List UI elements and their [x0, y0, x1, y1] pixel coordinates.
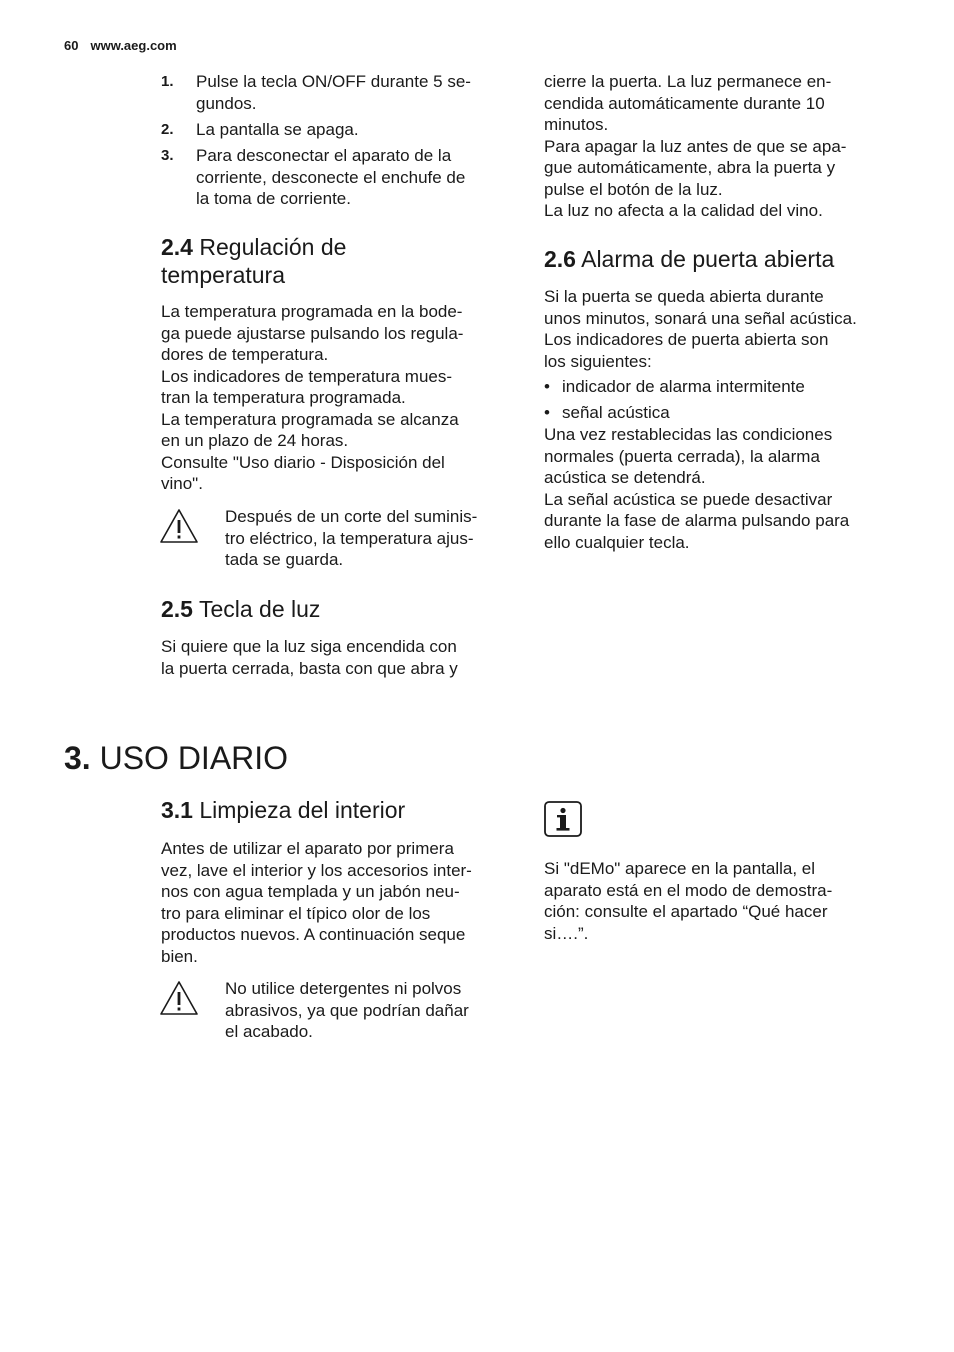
list-item: • indicador de alarma intermitente: [544, 377, 805, 396]
list-item: • señal acústica: [544, 403, 670, 422]
chapter-heading: 3. USO DIARIO: [64, 740, 289, 776]
section-body-2-5: Si quiere que la luz siga encendida con la puerta cerrada, basta con que abra y: [161, 637, 458, 678]
step-text: La pantalla se apaga.: [196, 120, 359, 139]
warning-text: No utilice detergentes ni polvos abrasivos, ya que podrían dañar el acabado.: [225, 979, 469, 1041]
warning-icon: [159, 980, 199, 1016]
section-heading-2-6: 2.6 Alarma de puerta abierta: [544, 246, 835, 272]
page-header: [64, 38, 177, 53]
section-heading-3-1: 3.1 Limpieza del interior: [161, 797, 406, 823]
list-item: [161, 145, 521, 211]
warning-icon: [159, 508, 199, 544]
step-number: 2.: [161, 121, 174, 138]
header-url: www.aeg.com: [90, 38, 177, 53]
section-intro-2-6: Si la puerta se queda abierta durante unos minutos, sonará una señal acústica. Los indicadores de puerta abierta son los siguientes:: [544, 287, 857, 371]
step-text: la toma de corriente.: [196, 189, 351, 208]
list-item: [161, 119, 521, 141]
info-icon: [544, 801, 582, 837]
warning-text: Después de un corte del suminis- tro eléctrico, la temperatura ajus- tada se guarda.: [225, 507, 478, 569]
section-body-2-4: La temperatura programada en la bode- ga puede ajustarse pulsando los regula- dores de temperatura. Los indicadores de temperatura mues- tran la temperatura programada. La temperatura programada se alcanza en un plazo de 24 horas. Consulte "Uso diario - Disposición del vino".: [161, 302, 464, 493]
section-body-2-5-continued: cierre la puerta. La luz permanece en- cendida automáticamente durante 10 minutos. Para apagar la luz antes de que se apa- gue automáticamente, abra la puerta y pulse el botón de la luz. La luz no afecta a la calidad del vino.: [544, 72, 847, 220]
step-number: 1.: [161, 73, 174, 90]
section-heading-2-4: 2.4 Regulación de temperatura: [161, 234, 347, 288]
section-body-3-1: Antes de utilizar el aparato por primera vez, lave el interior y los accesorios inter- nos con agua templada y un jabón neu- tro para eliminar el típico olor de los productos nuevos. A continuación seque bien.: [161, 839, 472, 966]
step-number: 3.: [161, 147, 174, 164]
step-text: Para desconectar el aparato de la: [196, 146, 452, 165]
list-item: [161, 71, 521, 115]
step-text: Pulse la tecla ON/OFF durante 5 se-: [196, 72, 471, 91]
info-note-text: Si "dEMo" aparece en la pantalla, el aparato está en el modo de demostra- ción: consulte el apartado “Qué hacer si….”.: [544, 859, 833, 943]
section-outro-2-6: Una vez restablecidas las condiciones normales (puerta cerrada), la alarma acústica se detendrá. La señal acústica se puede desactivar durante la fase de alarma pulsando para ello cualquier tecla.: [544, 425, 850, 552]
section-heading-2-5: 2.5 Tecla de luz: [161, 596, 321, 622]
step-text: corriente, desconecte el enchufe de: [196, 167, 466, 187]
page-number: 60: [64, 38, 79, 53]
step-text: gundos.: [196, 93, 257, 113]
